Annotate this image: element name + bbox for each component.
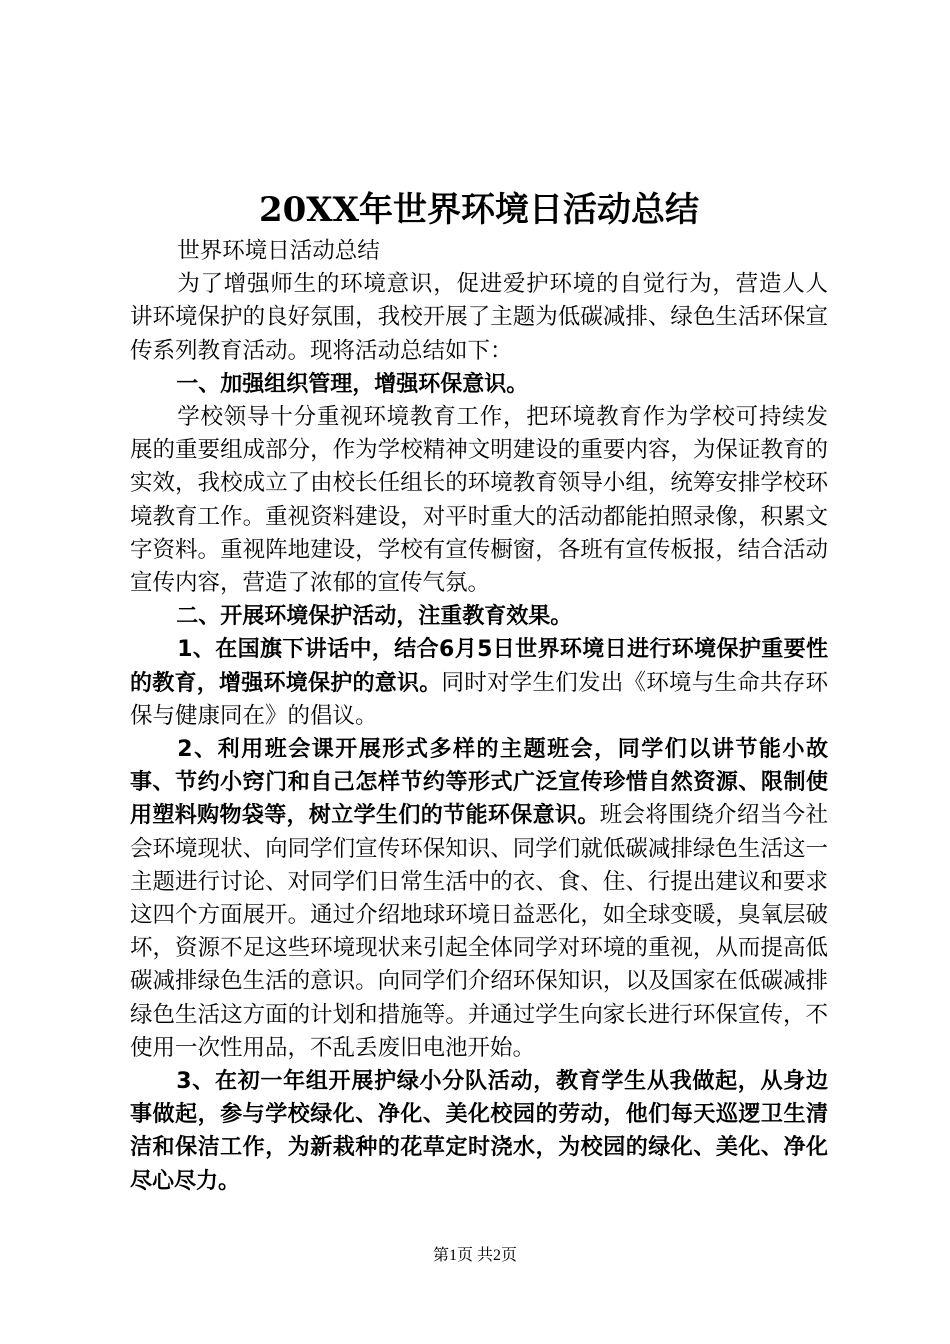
item-2-lead: 2、利用班会课开展形式多样的主题班会，同学们以讲节能小故事、节约小窍门和自己怎样节约等形式广泛宣传珍惜自然资源、限制使用塑料购物袋等，树立学生们的节能环保意识。	[130, 737, 828, 829]
section-2-heading: 二、开展环境保护活动，注重教育效果。	[176, 604, 573, 630]
section-1-paragraph: 学校领导十分重视环境教育工作，把环境教育作为学校可持续发展的重要组成部分，作为学校精神文明建设的重要内容，为保证教育的实效，我校成立了由校长任组长的环境教育领导小组，统筹安排学校环境教育工作。重视资料建设，对平时重大的活动都能拍照录像，积累文字资料。重视阵地建设，学校有宣传橱窗，各班有宣传板报，结合活动宣传内容，营造了浓郁的宣传气氛。	[130, 404, 828, 597]
item-2-rest: 班会将围绕介绍当今社会环境现状、向同学们宣传环保知识、同学们就低碳减排绿色生活这一主题进行讨论、对同学们日常生活中的衣、食、住、行提出建议和要求这四个方面展开。通过介绍地球环境日益恶化，如全球变暖，臭氧层破坏，资源不足这些环境现状来引起全体同学对环境的重视，从而提高低碳减排绿色生活的意识。向同学们介绍环保知识，以及国家在低碳减排绿色生活这方面的计划和措施等。并通过学生向家长进行环保宣传，不使用一次性用品，不乱丢废旧电池开始。	[130, 802, 828, 1061]
document-body	[130, 235, 828, 1198]
document-title: 20XX年世界环境日活动总结	[258, 190, 700, 230]
intro-paragraph: 为了增强师生的环境意识，促进爱护环境的自觉行为，营造人人讲环境保护的良好氛围，我校开展了主题为低碳减排、绿色生活环保宣传系列教育活动。现将活动总结如下：	[130, 271, 828, 364]
item-3-paragraph: 3、在初一年组开展护绿小分队活动，教育学生从我做起，从身边事做起，参与学校绿化、净化、美化校园的劳动，他们每天巡逻卫生清洁和保洁工作，为新栽种的花草定时浇水，为校园的绿化、美化、净化尽心尽力。	[130, 1069, 828, 1194]
section-1-heading: 一、加强组织管理，增强环保意识。	[176, 371, 529, 397]
subtitle: 世界环境日活动总结	[177, 238, 380, 264]
item-1-lead: 1、在国旗下讲话中，结合6月5日世界环境日进行环境保护重要性的教育，增强环境保护的意识。	[130, 637, 828, 696]
item-1-rest: 同时对学生们发出《环境与生命共存环保与健康同在》的倡议。	[130, 669, 828, 729]
page-number-footer: 第1页 共2页	[432, 1247, 517, 1264]
item-1-paragraph	[130, 633, 828, 733]
item-2-paragraph	[130, 733, 828, 1065]
